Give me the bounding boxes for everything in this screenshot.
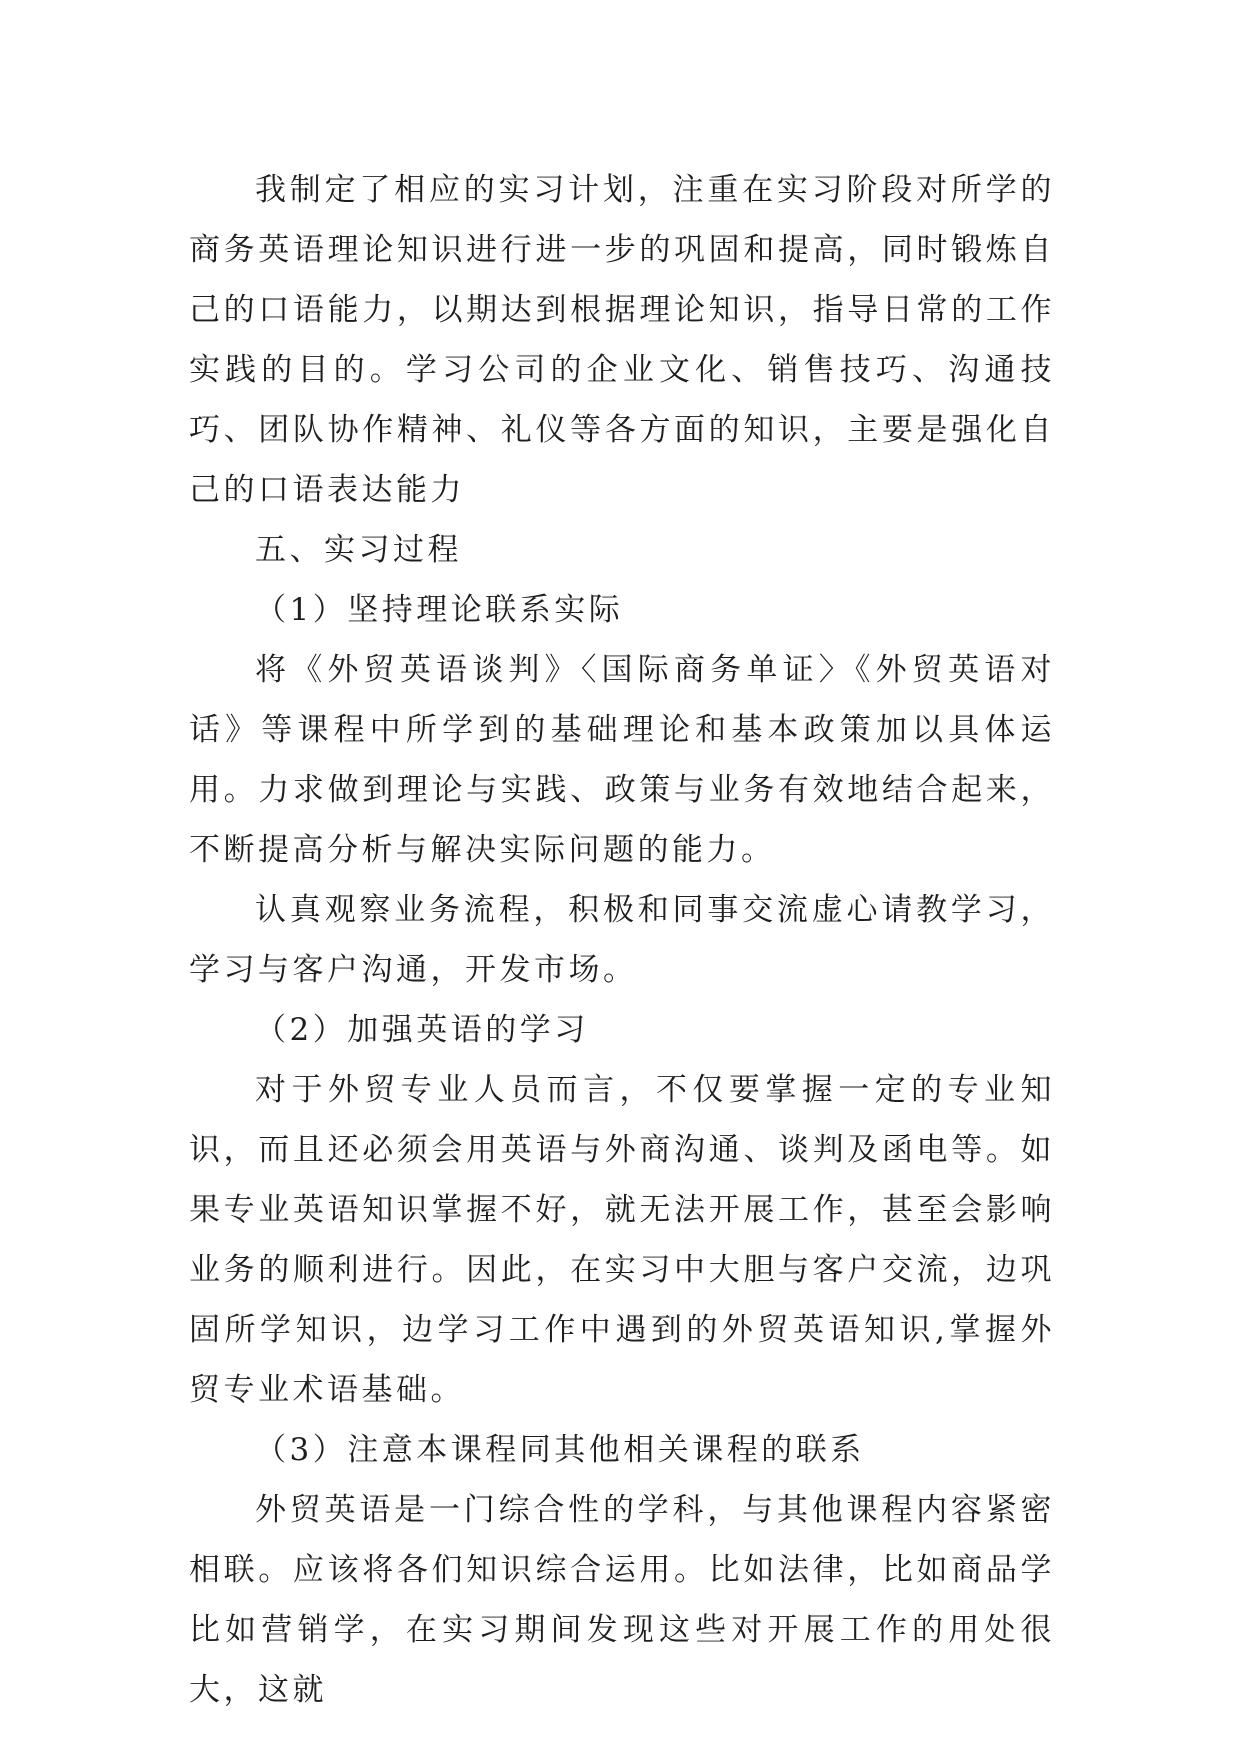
- paragraph-comprehensive-subject: 外贸英语是一门综合性的学科，与其他课程内容紧密相联。应该将各们知识综合运用。比如法律，比如商品学比如营销学，在实习期间发现这些对开展工作的用处很大，这就: [189, 1492, 1055, 1708]
- subheading-english-study: （2）加强英语的学习: [255, 1012, 589, 1048]
- section-heading-internship-process: 五、实习过程: [255, 532, 462, 568]
- paragraph-internship-plan: 我制定了相应的实习计划，注重在实习阶段对所学的商务英语理论知识进行进一步的巩固和提高，同时锻炼自己的口语能力，以期达到根据理论知识，指导日常的工作实践的目的。学习公司的企业文化、销售技巧、沟通技巧、团队协作精神、礼仪等各方面的知识，主要是强化自己的口语表达能力: [189, 172, 1055, 508]
- document-body: [189, 160, 1055, 1720]
- subheading-theory-practice: （1）坚持理论联系实际: [255, 592, 624, 628]
- paragraph-english-importance: 对于外贸专业人员而言，不仅要掌握一定的专业知识，而且还必须会用英语与外商沟通、谈判及函电等。如果专业英语知识掌握不好，就无法开展工作，甚至会影响业务的顺利进行。因此，在实习中大胆与客户交流，边巩固所学知识，边学习工作中遇到的外贸英语知识,掌握外贸专业术语基础。: [189, 1072, 1055, 1408]
- subheading-related-courses: （3）注意本课程同其他相关课程的联系: [255, 1432, 865, 1468]
- paragraph-observe-workflow: 认真观察业务流程，积极和同事交流虚心请教学习，学习与客户沟通，开发市场。: [189, 892, 1055, 988]
- paragraph-course-application: 将《外贸英语谈判》〈国际商务单证〉《外贸英语对话》等课程中所学到的基础理论和基本政策加以具体运用。力求做到理论与实践、政策与业务有效地结合起来，不断提高分析与解决实际问题的能力。: [189, 652, 1055, 868]
